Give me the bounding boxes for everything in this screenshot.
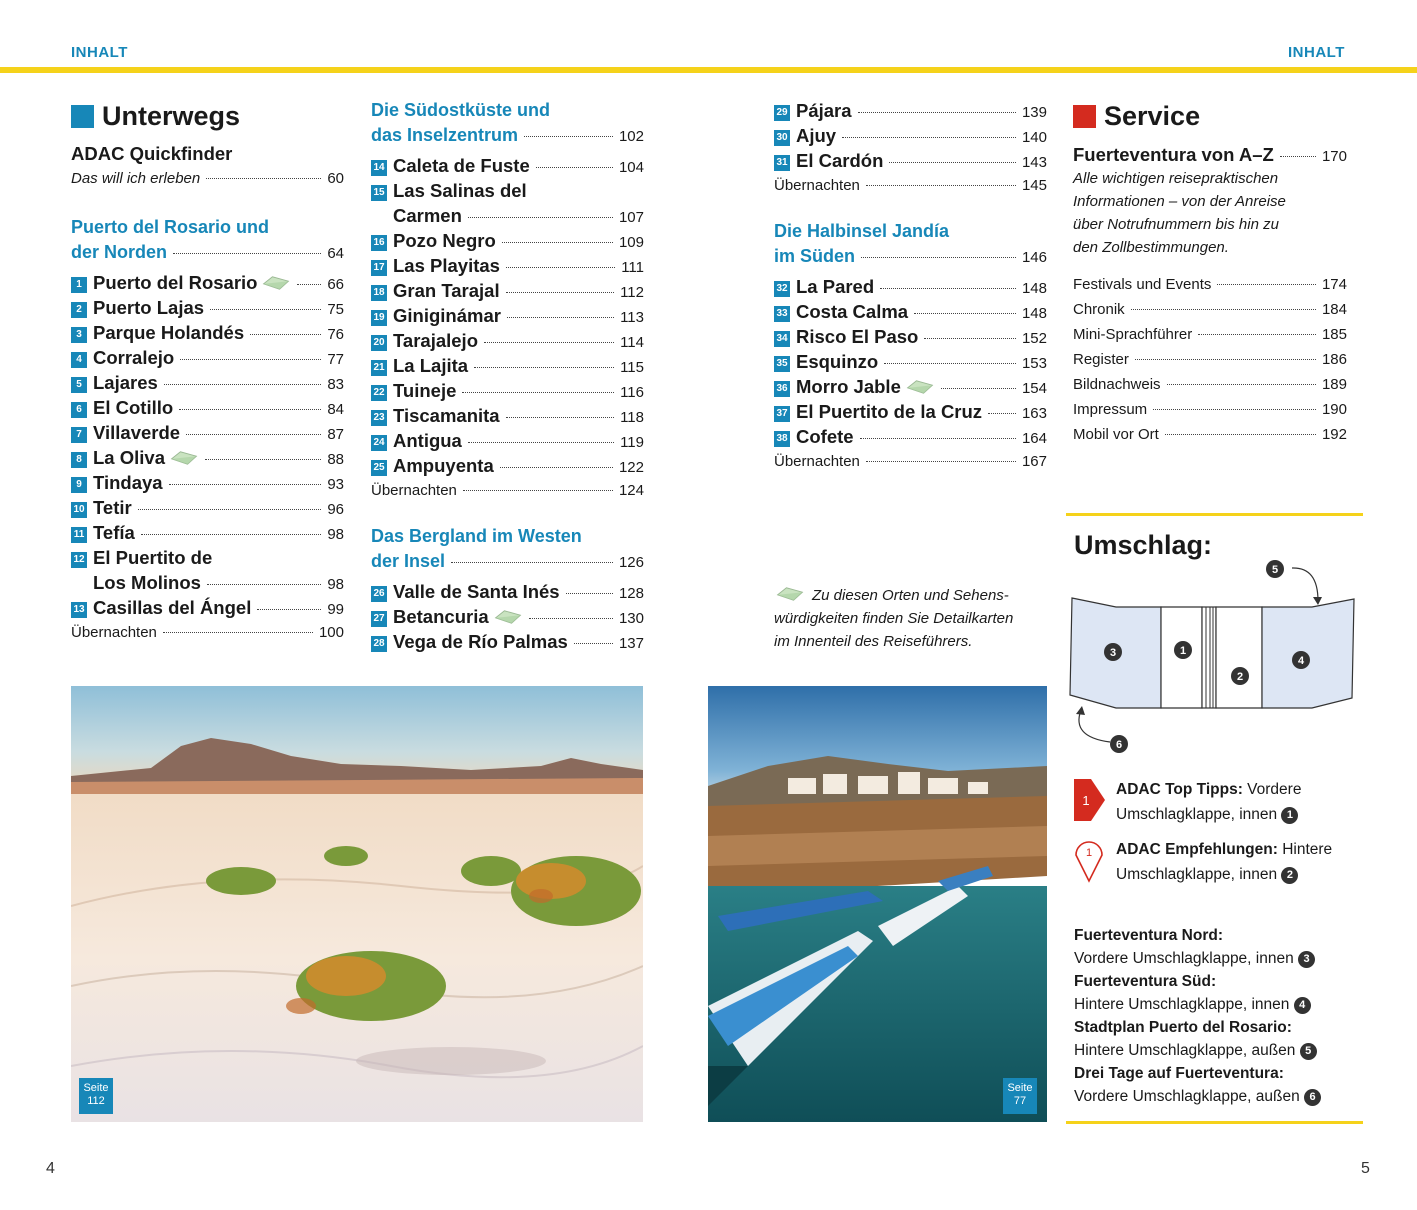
ref-circle: 3 [1298,951,1315,968]
toc-entry[interactable]: 9 Tindaya 93 [71,470,344,495]
toc-entry-service[interactable]: Chronik 184 [1073,301,1347,318]
toc-entry-service[interactable]: Mini-Sprachführer 185 [1073,326,1347,343]
section-title-service: Service [1073,98,1347,134]
detail-map-icon [905,379,935,395]
page-badge: Seite 112 [79,1078,113,1114]
detail-map-icon [261,275,291,291]
toc-entry-service[interactable]: Impressum 190 [1073,401,1347,418]
toc-entry[interactable]: 33 Costa Calma 148 [774,299,1047,324]
cover-item-title: Stadtplan Puerto del Rosario: [1074,1019,1292,1036]
cover-item-text: Hintere Umschlagklappe, außen 5 [1074,1039,1364,1062]
svg-text:1: 1 [1085,847,1093,859]
toc-entry[interactable]: 8 La Oliva 88 [71,445,344,470]
toc-entry[interactable]: 26 Valle de Santa Inés 128 [371,579,644,604]
toc-entry[interactable]: 16 Pozo Negro 109 [371,228,644,253]
dunes-image [71,686,643,1122]
running-head-right: INHALT [1288,44,1345,61]
diagram-label-2: 2 [1236,671,1244,683]
toc-entry[interactable]: 3 Parque Holandés 76 [71,320,344,345]
umschlag-title: Umschlag: [1074,530,1213,560]
empfehlungen-row: 1 ADAC Empfehlungen: Hintere Umschlagklappe, innen 2 [1074,837,1364,887]
ref-circle: 4 [1294,997,1311,1014]
toc-entry-chapter[interactable]: der Insel 126 [371,551,644,571]
toc-entry[interactable]: 18 Gran Tarajal 112 [371,278,644,303]
quickfinder-title: ADAC Quickfinder [71,143,233,164]
toc-entry[interactable]: 20 Tarajalejo 114 [371,328,644,353]
toc-entry[interactable]: 10 Tetir 96 [71,495,344,520]
harbor-image [708,686,1047,1122]
ref-circle: 2 [1281,867,1298,884]
toc-entry-service[interactable]: Bildnachweis 189 [1073,376,1347,393]
empfehlung-marker-icon [1074,837,1105,883]
toc-entry[interactable]: 15 Las Salinas del [371,178,644,203]
umschlag-rule-bottom [1066,1121,1363,1124]
square-icon [71,105,94,128]
diagram-label-1: 1 [1179,645,1187,657]
toc-entry[interactable]: 30 Ajuy 140 [774,123,1047,148]
toc-entry[interactable]: 4 Corralejo 77 [71,345,344,370]
page-number-right: 5 [1361,1160,1370,1177]
diagram-label-5: 5 [1271,564,1279,576]
toc-entry[interactable]: 22 Tuineje 116 [371,378,644,403]
toc-entry-uebernachten[interactable]: Übernachten 167 [774,453,1047,470]
chapter-title: Die Südostküste und [371,100,551,120]
page-number-left: 4 [46,1160,55,1177]
cover-item-text: Hintere Umschlagklappe, innen 4 [1074,993,1364,1016]
toc-entry[interactable]: 14 Caleta de Fuste 104 [371,153,644,178]
top-tipp-marker-icon [1074,777,1105,823]
col-jandia [774,98,1047,474]
photo-dunes [71,686,643,1122]
toc-entry[interactable]: 24 Antigua 119 [371,428,644,453]
toc-entry[interactable]: 28 Vega de Río Palmas 137 [371,629,644,654]
chapter-title: Puerto del Rosario und [71,217,270,237]
diagram-label-4: 4 [1297,655,1305,667]
toc-entry-uebernachten[interactable]: Übernachten 124 [371,482,644,499]
toc-entry[interactable]: 13 Casillas del Ángel 99 [71,595,344,620]
chapter-bergland [371,524,644,654]
toc-entry[interactable]: 37 El Puertito de la Cruz 163 [774,399,1047,424]
chapter-jandia [774,219,1047,474]
running-head-left: INHALT [71,44,128,61]
toc-entry[interactable]: 11 Tefía 98 [71,520,344,545]
detail-map-icon [493,609,523,625]
toc-entry-quickfinder[interactable]: Das will ich erleben 60 [71,170,344,187]
ref-circle: 6 [1304,1089,1321,1106]
az-description: Alle wichtigen reisepraktischen Informationen – von der Anreise über Notrufnummern bis hin zu den Zollbestimmungen. [1073,170,1286,256]
toc-entry-uebernachten[interactable]: Übernachten 145 [774,177,1047,194]
svg-text:1: 1 [1082,793,1090,808]
toc-entry[interactable]: 34 Risco El Paso 152 [774,324,1047,349]
toc-entry[interactable]: 25 Ampuyenta 122 [371,453,644,478]
col-suedost [371,98,644,654]
section-title-unterwegs: Unterwegs [71,98,344,134]
ref-circle: 1 [1281,807,1298,824]
diagram-label-3: 3 [1109,647,1117,659]
chapter-title: Die Halbinsel Jandía [774,221,950,241]
toc-entry[interactable]: Carmen 107 [393,205,644,226]
cover-fold-diagram [1066,555,1362,755]
toc-entry-service[interactable]: Festivals und Events 174 [1073,276,1347,293]
page-badge: Seite 77 [1003,1078,1037,1114]
toc-entry[interactable]: 38 Cofete 164 [774,424,1047,449]
top-rule [0,67,1417,73]
toc-entry[interactable]: 2 Puerto Lajas 75 [71,295,344,320]
toc-entry[interactable]: 35 Esquinzo 153 [774,349,1047,374]
chapter-norden [71,215,344,645]
toc-entry-chapter[interactable]: das Inselzentrum 102 [371,125,644,145]
toc-entry[interactable]: 27 Betancuria 130 [371,604,644,629]
toc-entry-chapter[interactable]: der Norden 64 [71,242,344,262]
toc-entry[interactable]: 6 El Cotillo 84 [71,395,344,420]
map-note: Zu diesen Orten und Sehens- würdigkeiten finden Sie Detailkarten im Innenteil des Reiseführers. [774,587,1014,650]
toc-entry[interactable]: 23 Tiscamanita 118 [371,403,644,428]
toc-entry-service[interactable]: Mobil vor Ort 192 [1073,426,1347,443]
toc-entry[interactable]: 7 Villaverde 87 [71,420,344,445]
toc-entry-uebernachten[interactable]: Übernachten 100 [71,624,344,641]
col-unterwegs [71,98,344,645]
cover-items [1074,924,1364,1108]
toc-entry-az[interactable]: Fuerteventura von A–Z 170 [1073,144,1347,165]
toc-entry[interactable]: 19 Giniginámar 113 [371,303,644,328]
toc-entry[interactable]: 12 El Puertito de [71,545,344,570]
ref-circle: 5 [1300,1043,1317,1060]
toc-entry-service[interactable]: Register 186 [1073,351,1347,368]
tips-legend [1074,777,1364,887]
diagram-label-6: 6 [1115,739,1123,751]
cover-item-text: Vordere Umschlagklappe, außen 6 [1074,1085,1364,1108]
toc-entry[interactable]: 32 La Pared 148 [774,274,1047,299]
toc-entry[interactable]: 31 El Cardón 143 [774,148,1047,173]
cover-item-title: Drei Tage auf Fuerteventura: [1074,1065,1284,1082]
toc-entry[interactable]: Los Molinos 98 [93,572,344,593]
cover-item-text: Vordere Umschlagklappe, innen 3 [1074,947,1364,970]
toc-entry[interactable]: 1 Puerto del Rosario 66 [71,270,344,295]
photo-harbor [708,686,1047,1122]
toc-entry[interactable]: 21 La Lajita 115 [371,353,644,378]
toc-entry[interactable]: 36 Morro Jable 154 [774,374,1047,399]
cover-item-title: Fuerteventura Süd: [1074,973,1217,990]
toc-entry-chapter[interactable]: im Süden 146 [774,246,1047,266]
col-service [1073,98,1347,447]
toc-entry[interactable]: 17 Las Playitas 111 [371,253,644,278]
umschlag-rule-top [1066,513,1363,516]
detail-map-icon [774,586,806,602]
top-tipps-row: 1 ADAC Top Tipps: Vordere Umschlagklappe, innen 1 [1074,777,1364,827]
chapter-title: Das Bergland im Westen [371,526,582,546]
detail-map-icon [169,450,199,466]
toc-entry[interactable]: 5 Lajares 83 [71,370,344,395]
toc-entry[interactable]: 29 Pájara 139 [774,98,1047,123]
cover-item-title: Fuerteventura Nord: [1074,927,1223,944]
square-icon [1073,105,1096,128]
